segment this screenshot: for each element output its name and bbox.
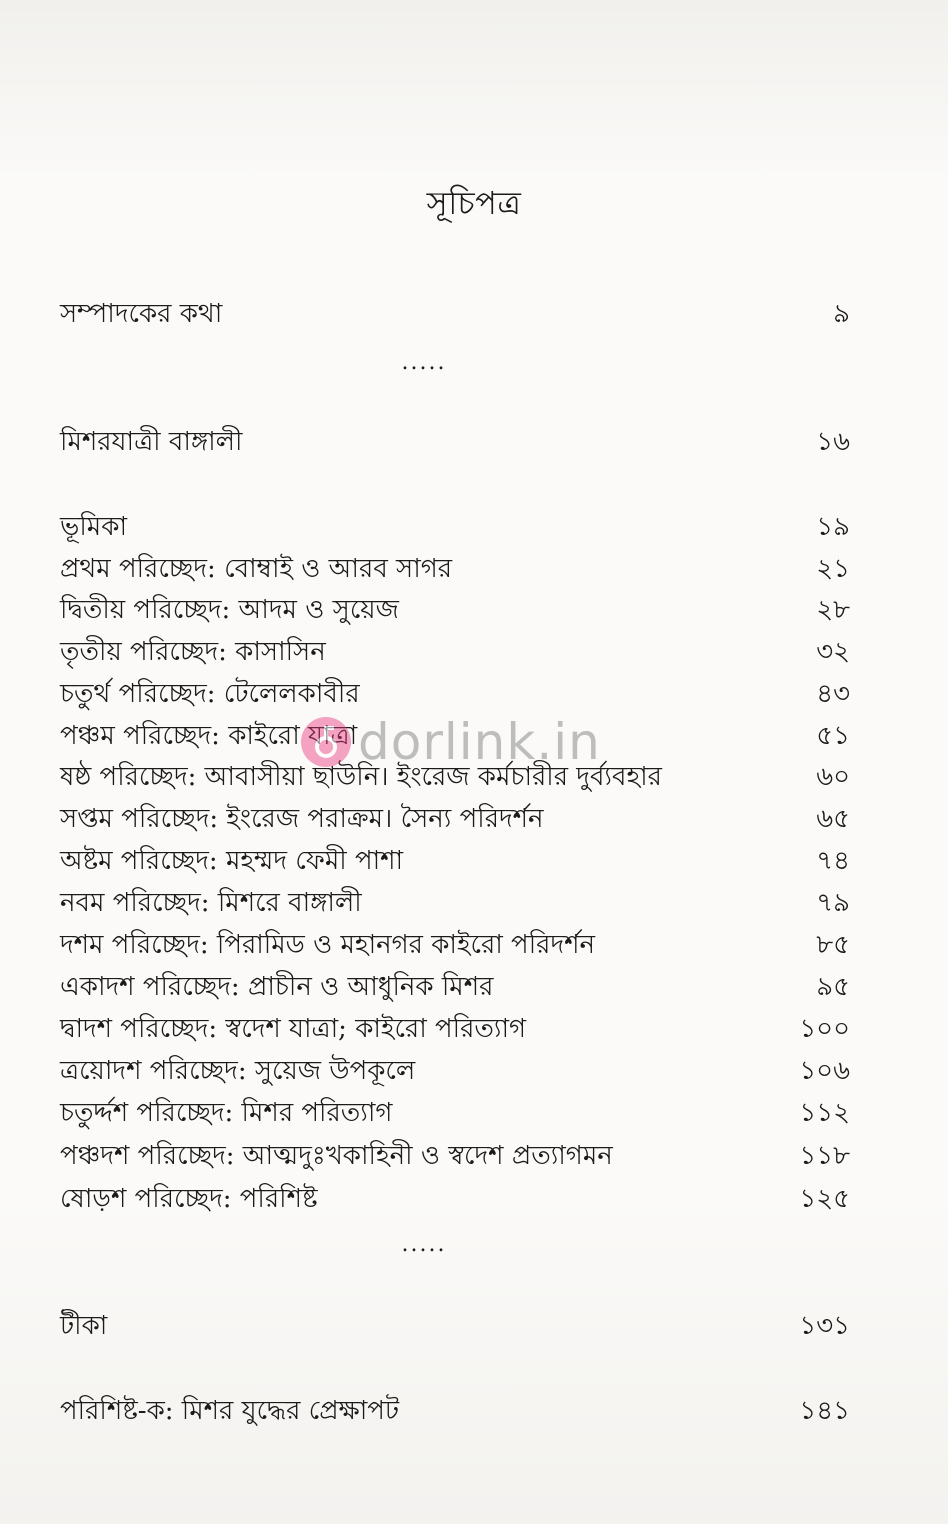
toc-entry [60,592,850,628]
toc-entry-page: ১১২ [799,1098,850,1128]
toc-entry [60,509,850,545]
toc-entry [60,1138,850,1174]
toc-entry [60,551,850,587]
toc-entry-label: নবম পরিচ্ছেদ: মিশরে বাঙ্গালী [60,888,362,918]
toc-entry [60,969,850,1005]
toc-entry-label: প্রথম পরিচ্ছেদ: বোম্বাই ও আরব সাগর [60,554,453,584]
toc-entry-page: ১০৬ [799,1056,850,1086]
dorlink-logo-icon [300,716,352,768]
toc-entry-label: চতুর্দ্দশ পরিচ্ছেদ: মিশর পরিত্যাগ [60,1098,393,1128]
toc-entry-page: ৭৪ [816,846,850,876]
toc-entry-label: পঞ্চম পরিচ্ছেদ: কাইরো যাত্রা [60,721,358,751]
watermark-text: dorlink.in [358,713,601,771]
toc-entry-page: ৬৫ [816,804,850,834]
page-title: সূচিপত্র [426,184,522,222]
toc-entry [60,424,850,460]
toc-entry [60,1393,850,1429]
toc-entry-page: ১১৮ [799,1141,850,1171]
toc-entry-label: ত্রয়োদশ পরিচ্ছেদ: সুয়েজ উপকূলে [60,1056,416,1086]
toc-entry-page: ২১ [816,554,850,584]
section-separator: ..... [401,350,447,375]
toc-entry-label: সম্পাদকের কথা [60,299,223,329]
toc-entry-page: ৯ [833,299,850,329]
toc-entry-page: ২৮ [816,595,850,625]
toc-entry-page: ১২৫ [799,1184,850,1214]
toc-entry-label: পরিশিষ্ট-ক: মিশর যুদ্ধের প্রেক্ষাপট [60,1396,400,1426]
toc-entry-page: ৮৫ [816,930,850,960]
toc-entry-label: পঞ্চদশ পরিচ্ছেদ: আত্মদুঃখকাহিনী ও স্বদেশ প্রত্যাগমন [60,1141,613,1171]
toc-entry-label: দ্বিতীয় পরিচ্ছেদ: আদম ও সুয়েজ [60,595,399,625]
toc-entry-page: ৬০ [816,762,850,792]
section-separator: ..... [401,1232,447,1257]
toc-entry-page: ৪৩ [816,679,850,709]
toc-entry-label: দশম পরিচ্ছেদ: পিরামিড ও মহানগর কাইরো পরিদর্শন [60,930,596,960]
toc-entry [60,1011,850,1047]
toc-entry [60,927,850,963]
toc-entry [60,1095,850,1131]
toc-entry [60,801,850,837]
toc-entry-label: অষ্টম পরিচ্ছেদ: মহম্মদ ফেমী পাশা [60,846,404,876]
toc-entry-label: সপ্তম পরিচ্ছেদ: ইংরেজ পরাক্রম। সৈন্য পরিদর্শন [60,804,544,834]
toc-entry-page: ৭৯ [816,888,850,918]
toc-entry-page: ৩২ [816,637,850,667]
toc-entry-page: ১৬ [816,427,850,457]
toc-entry-page: ১৩১ [799,1311,850,1341]
toc-entry-label: মিশরযাত্রী বাঙ্গালী [60,427,243,457]
toc-entry [60,1181,850,1217]
toc-entry [60,1053,850,1089]
toc-entry-page: ১৪১ [799,1396,850,1426]
toc-entry-page: ৯৫ [816,972,850,1002]
toc-entry-label: ষোড়শ পরিচ্ছেদ: পরিশিষ্ট [60,1184,318,1214]
toc-entry [60,634,850,670]
toc-entry-label: চতুর্থ পরিচ্ছেদ: টেলেলকাবীর [60,679,360,709]
toc-entry-page: ৫১ [816,721,850,751]
toc-entry-label: তৃতীয় পরিচ্ছেদ: কাসাসিন [60,637,326,667]
toc-entry-label: একাদশ পরিচ্ছেদ: প্রাচীন ও আধুনিক মিশর [60,972,494,1002]
toc-entry [60,843,850,879]
toc-entry-label: দ্বাদশ পরিচ্ছেদ: স্বদেশ যাত্রা; কাইরো পরিত্যাগ [60,1014,527,1044]
toc-entry [60,676,850,712]
toc-entry-page: ১০০ [799,1014,850,1044]
toc-entry-label: টীকা [60,1311,108,1341]
toc-entry-page: ১৯ [816,512,850,542]
toc-entry [60,885,850,921]
toc-entry-label: ভূমিকা [60,512,127,542]
toc-entry-label: ষষ্ঠ পরিচ্ছেদ: আবাসীয়া ছাউনি। ইংরেজ কর্মচারীর দুর্ব্যবহার [60,762,662,792]
toc-entry [60,296,850,332]
watermark [300,712,601,772]
toc-entry [60,1308,850,1344]
